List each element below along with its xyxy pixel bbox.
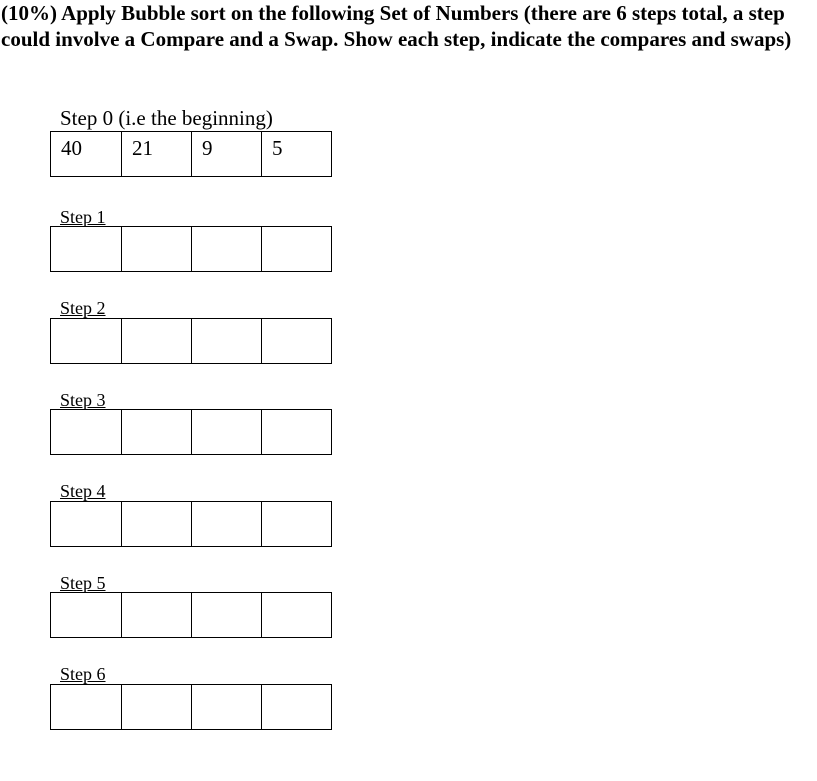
question-text: (10%) Apply Bubble sort on the following Set of Numbers (there are 6 steps total, a step could involve a Compare and a Swap. Show each step, indicate the compares and swaps) [1,1,792,51]
step-0-cell-4[interactable]: 5 [261,131,332,177]
step-0-label: Step 0 (i.e the beginning) [60,106,273,130]
step-5-cell-4[interactable] [261,592,332,638]
step-4-cell-1[interactable] [50,501,122,547]
step-4-cell-2[interactable] [121,501,192,547]
step-1-cell-4[interactable] [261,226,332,272]
step-4-label: Step 4 [60,481,106,501]
step-2-cell-2[interactable] [121,318,192,364]
step-1-cell-1[interactable] [50,226,122,272]
step-5-cell-1[interactable] [50,592,122,638]
step-1-row [50,226,334,272]
step-4-cell-3[interactable] [191,501,262,547]
step-0-cell-3[interactable]: 9 [191,131,262,177]
step-0-cell-1[interactable]: 40 [50,131,122,177]
step-3-row [50,409,334,455]
step-3-cell-1[interactable] [50,409,122,455]
step-3-cell-3[interactable] [191,409,262,455]
step-4-cell-4[interactable] [261,501,332,547]
step-2-cell-3[interactable] [191,318,262,364]
step-0-row [50,131,334,177]
step-3-cell-2[interactable] [121,409,192,455]
step-1-cell-2[interactable] [121,226,192,272]
step-3-label: Step 3 [60,390,106,410]
step-6-cell-2[interactable] [121,684,192,730]
step-2-cell-4[interactable] [261,318,332,364]
step-3-cell-4[interactable] [261,409,332,455]
step-5-label: Step 5 [60,573,106,593]
step-5-cell-2[interactable] [121,592,192,638]
step-1-label: Step 1 [60,207,106,227]
step-2-cell-1[interactable] [50,318,122,364]
step-6-label: Step 6 [60,664,106,684]
step-5-row [50,592,334,638]
step-1-cell-3[interactable] [191,226,262,272]
step-6-cell-3[interactable] [191,684,262,730]
step-0-cell-2[interactable]: 21 [121,131,192,177]
step-6-cell-1[interactable] [50,684,122,730]
step-6-row [50,684,334,730]
step-2-row [50,318,334,364]
step-4-row [50,501,334,547]
step-5-cell-3[interactable] [191,592,262,638]
step-2-label: Step 2 [60,298,106,318]
step-6-cell-4[interactable] [261,684,332,730]
